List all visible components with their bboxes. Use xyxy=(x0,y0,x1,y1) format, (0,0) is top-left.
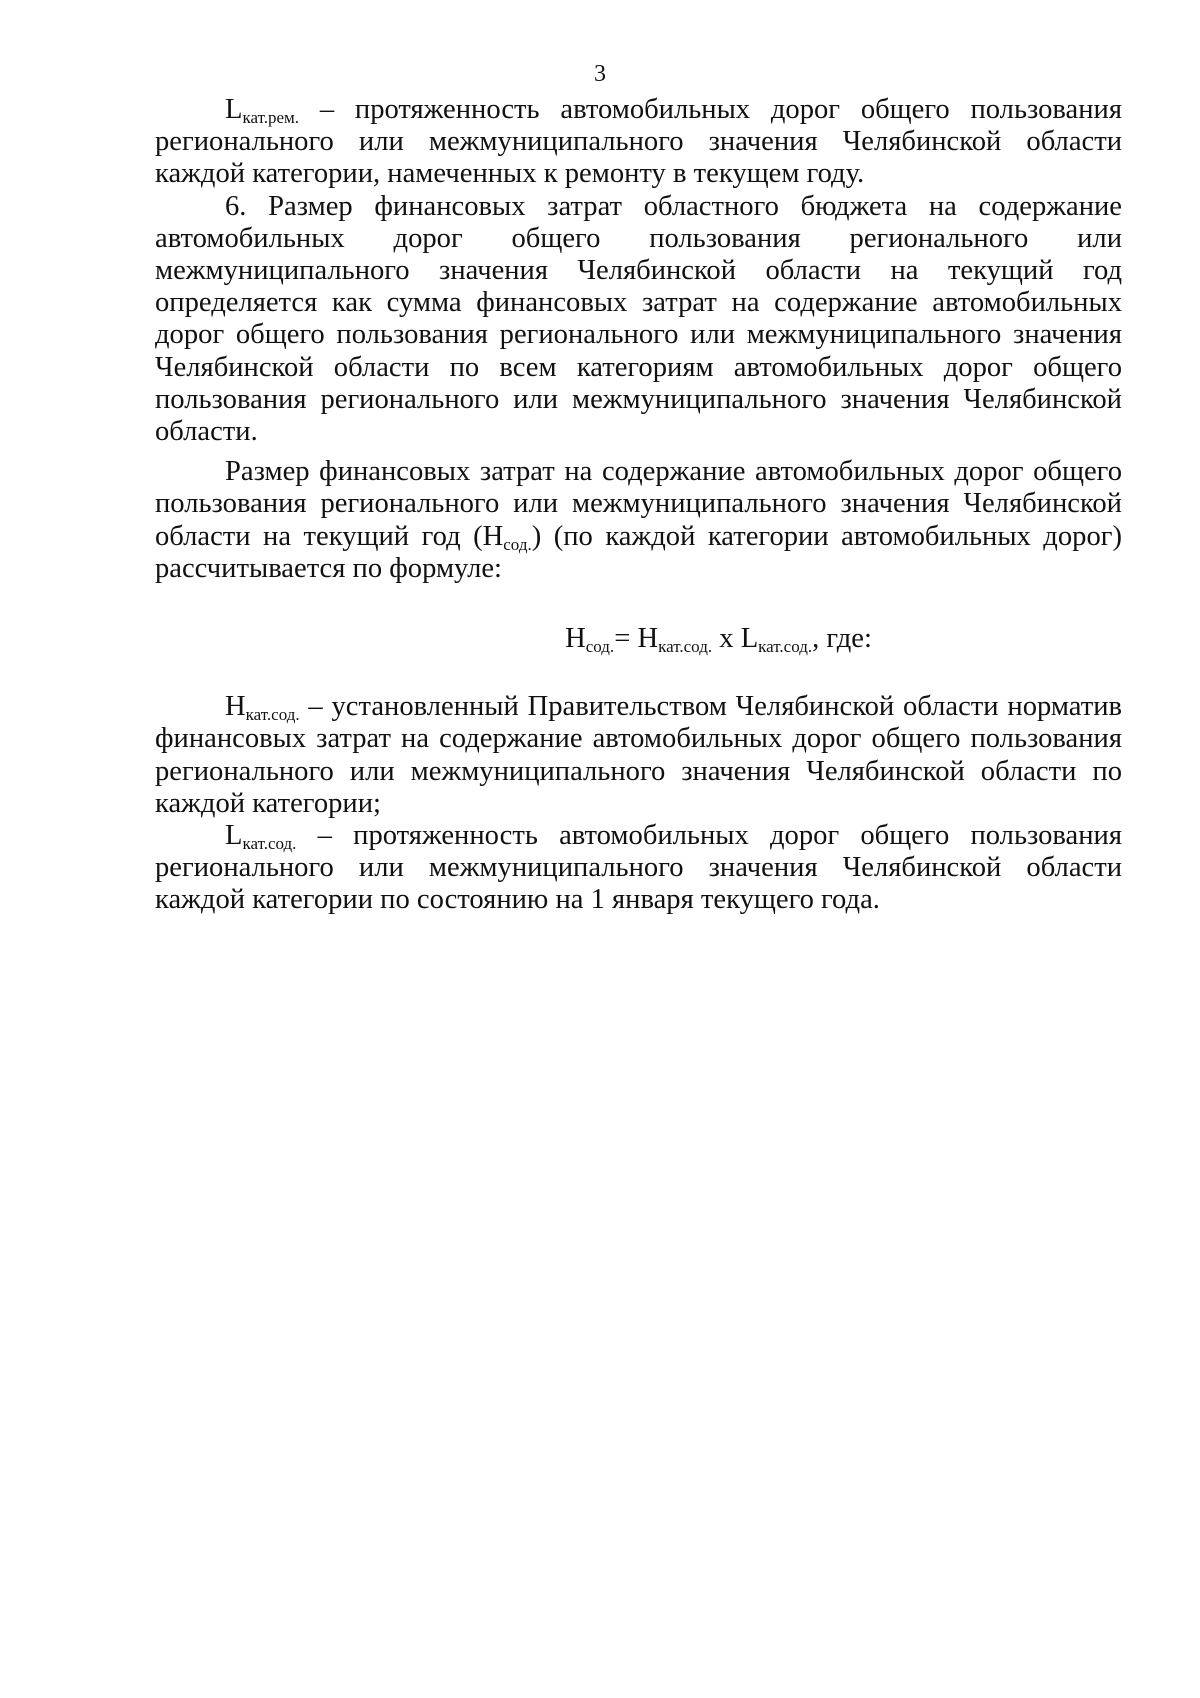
formula xyxy=(155,623,1122,655)
paragraph-text-before: Размер финансовых затрат на содержание автомобильных дорог общего пользования регионального или межмуниципального значения Челябинской области на текущий год ( xyxy=(155,456,1122,552)
paragraph-text-after: ) (по каждой категории автомобильных дорог) рассчитывается по формуле: xyxy=(155,520,1122,584)
paragraph-l-kat-sod xyxy=(155,820,1122,917)
paragraph-n-sod xyxy=(155,456,1122,585)
page-number: 3 xyxy=(594,61,606,87)
formula-lhs-main: Н xyxy=(565,623,586,655)
formula-term1-subscript: кат.сод. xyxy=(658,637,713,657)
symbol-main: L xyxy=(225,820,243,852)
formula-tail: , где: xyxy=(812,623,872,655)
paragraph-l-kat-rem xyxy=(155,94,1122,191)
symbol-l-kat-sod xyxy=(225,820,297,854)
paragraph-item-6 xyxy=(155,191,1122,449)
paragraph-text: – протяженность автомобильных дорог общего пользования регионального или межмуниципального значения Челябинской области каждой категории, намеченных к ремонту в текущем году. xyxy=(155,94,1122,190)
symbol-main: L xyxy=(225,94,243,125)
formula-term2-subscript: кат.сод. xyxy=(758,637,813,657)
document-body xyxy=(155,94,1122,917)
paragraph-text: – протяженность автомобильных дорог общего пользования регионального или межмуниципального значения Челябинской области каждой категории по состоянию на 1 января текущего года. xyxy=(155,820,1122,916)
symbol-main: Н xyxy=(482,520,504,552)
formula-term1-main: Н xyxy=(637,623,659,655)
symbol-main: Н xyxy=(225,691,246,723)
paragraph-text: – установленный Правительством Челябинской области норматив финансовых затрат на содержание автомобильных дорог общего пользования регионального или межмуниципального значения Челябинской области по каждой категории; xyxy=(155,691,1122,819)
symbol-subscript: кат.сод. xyxy=(242,834,297,854)
symbol-subscript: кат.рем. xyxy=(242,108,300,127)
paragraph-text: 6. Размер финансовых затрат областного бюджета на содержание автомобильных дорог общего пользования регионального или межмуниципального значения Челябинской области на текущий год определяется как сумма финансовых затрат на содержание автомобильных дорог общего пользования регионального или межмуниципального значения Челябинской области по всем категориям автомобильных дорог общего пользования регионального или межмуниципального значения Челябинской области. xyxy=(155,190,1122,448)
symbol-l-kat-rem xyxy=(225,94,299,125)
symbol-subscript: сод. xyxy=(503,534,532,554)
symbol-subscript: кат.сод. xyxy=(245,705,300,725)
formula-lhs-subscript: сод. xyxy=(585,637,615,657)
paragraph-n-kat-sod xyxy=(155,691,1122,820)
symbol-n-kat-sod xyxy=(225,691,300,725)
formula-equals: = xyxy=(614,623,638,655)
formula-times: х xyxy=(712,623,741,655)
symbol-n-sod xyxy=(483,521,532,552)
formula-term2-main: L xyxy=(740,623,759,655)
